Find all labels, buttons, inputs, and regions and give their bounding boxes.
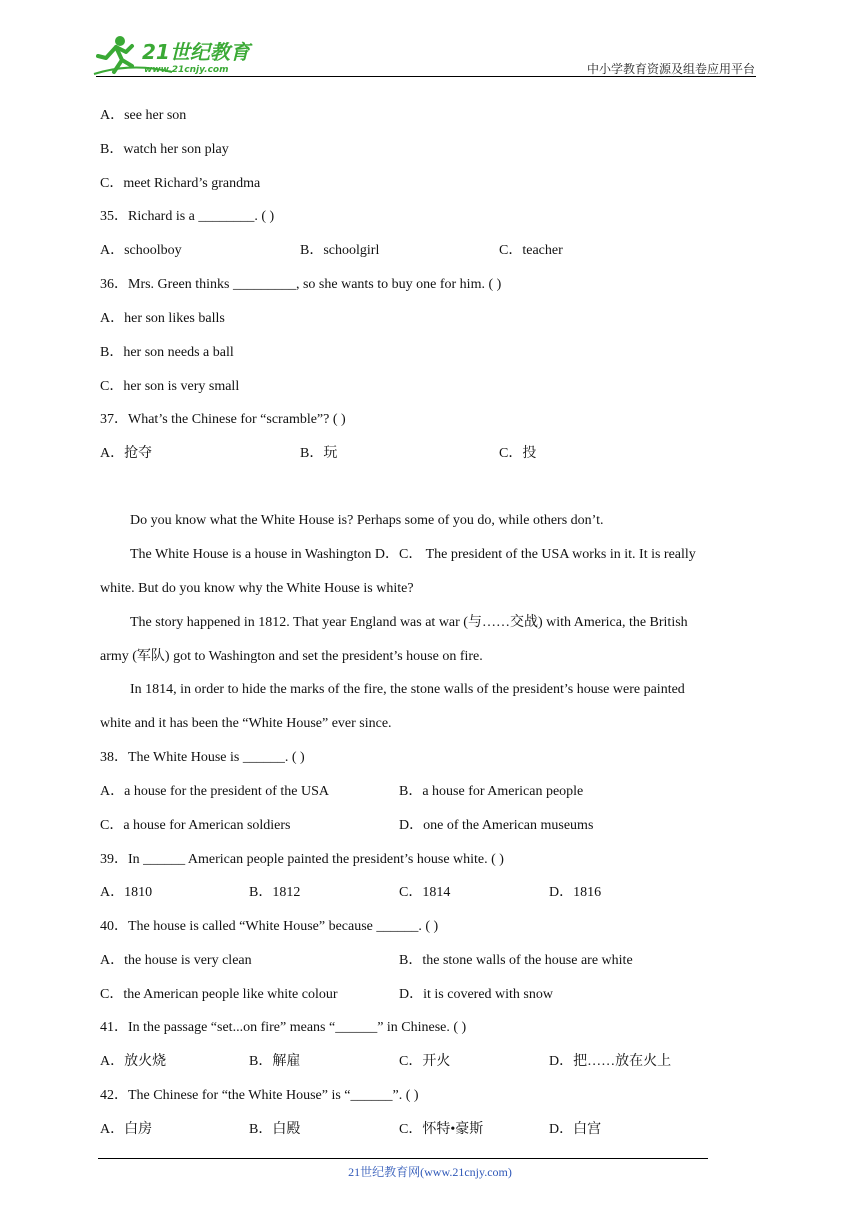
q38-option-d: D．one of the American museums (399, 818, 594, 833)
q36-option-c: C．her son is very small (100, 379, 240, 394)
q38-option-c: C．a house for American soldiers (100, 818, 291, 833)
footer-divider (98, 1158, 708, 1159)
q41-stem: 41．In the passage “set...on fire” means “______” in Chinese. ( ) (100, 1020, 467, 1035)
q39-option-a: A．1810 (100, 885, 153, 900)
q38-option-a: A．a house for the president of the USA (100, 784, 330, 799)
passage-paragraph-4-line-1: In 1814, in order to hide the marks of the fire, the stone walls of the president’s house were painted (130, 682, 685, 697)
q42-option-d: D．白宫 (549, 1122, 602, 1137)
q35-stem: 35．Richard is a ________. ( ) (100, 209, 275, 224)
passage-paragraph-2-line-1: The White House is a house in Washington D．C． The president of the USA works in it. It is really (130, 547, 696, 562)
footer-link[interactable]: 21世纪教育网(www.21cnjy.com) (348, 1165, 512, 1179)
q39-option-c: C．1814 (399, 885, 451, 900)
q34-option-a: A．see her son (100, 108, 187, 123)
q35-option-c: C．teacher (499, 243, 563, 258)
q37-stem: 37．What’s the Chinese for “scramble”? ( ) (100, 412, 346, 427)
logo-url-text: www.21cnjy.com (144, 65, 229, 75)
q37-option-a: A．抢夺 (100, 446, 153, 461)
passage-paragraph-1: Do you know what the White House is? Perhaps some of you do, while others don’t. (130, 513, 604, 528)
passage-paragraph-3-line-2: army (军队) got to Washington and set the president’s house on fire. (100, 649, 483, 664)
header-platform-text: 中小学教育资源及组卷应用平台 (586, 62, 755, 76)
q40-option-d: D．it is covered with snow (399, 987, 553, 1002)
q39-option-d: D．1816 (549, 885, 602, 900)
q37-option-c: C．投 (499, 446, 537, 461)
q38-option-b: B．a house for American people (399, 784, 584, 799)
q42-stem: 42．The Chinese for “the White House” is “______”. ( ) (100, 1088, 419, 1103)
q41-option-d: D．把……放在火上 (549, 1054, 672, 1069)
q40-option-a: A．the house is very clean (100, 953, 252, 968)
q42-option-c: C．怀特•豪斯 (399, 1122, 484, 1137)
q40-option-b: B．the stone walls of the house are white (399, 953, 633, 968)
q36-option-b: B．her son needs a ball (100, 345, 234, 360)
site-logo (92, 32, 262, 80)
q41-option-a: A．放火烧 (100, 1054, 167, 1069)
q35-option-b: B．schoolgirl (300, 243, 380, 258)
q40-option-c: C．the American people like white colour (100, 987, 338, 1002)
q34-option-c: C．meet Richard’s grandma (100, 176, 261, 191)
header-divider (96, 76, 756, 77)
q39-stem: 39．In ______ American people painted the president’s house white. ( ) (100, 852, 504, 867)
q38-stem: 38．The White House is ______. ( ) (100, 750, 305, 765)
passage-paragraph-4-line-2: white and it has been the “White House” ever since. (100, 716, 392, 731)
q35-option-a: A．schoolboy (100, 243, 182, 258)
q41-option-c: C．开火 (399, 1054, 451, 1069)
q34-option-b: B．watch her son play (100, 142, 229, 157)
passage-paragraph-3-line-1: The story happened in 1812. That year England was at war (与……交战) with America, the British (130, 615, 688, 630)
q36-stem: 36．Mrs. Green thinks _________, so she wants to buy one for him. ( ) (100, 277, 502, 292)
q41-option-b: B．解雇 (249, 1054, 301, 1069)
logo-main-text: 21世纪教育 (142, 40, 250, 64)
q42-option-a: A．白房 (100, 1122, 153, 1137)
q37-option-b: B．玩 (300, 446, 338, 461)
q36-option-a: A．her son likes balls (100, 311, 225, 326)
q40-stem: 40．The house is called “White House” because ______. ( ) (100, 919, 439, 934)
passage-paragraph-2-line-2: white. But do you know why the White House is white? (100, 581, 414, 596)
q42-option-b: B．白殿 (249, 1122, 301, 1137)
q39-option-b: B．1812 (249, 885, 301, 900)
